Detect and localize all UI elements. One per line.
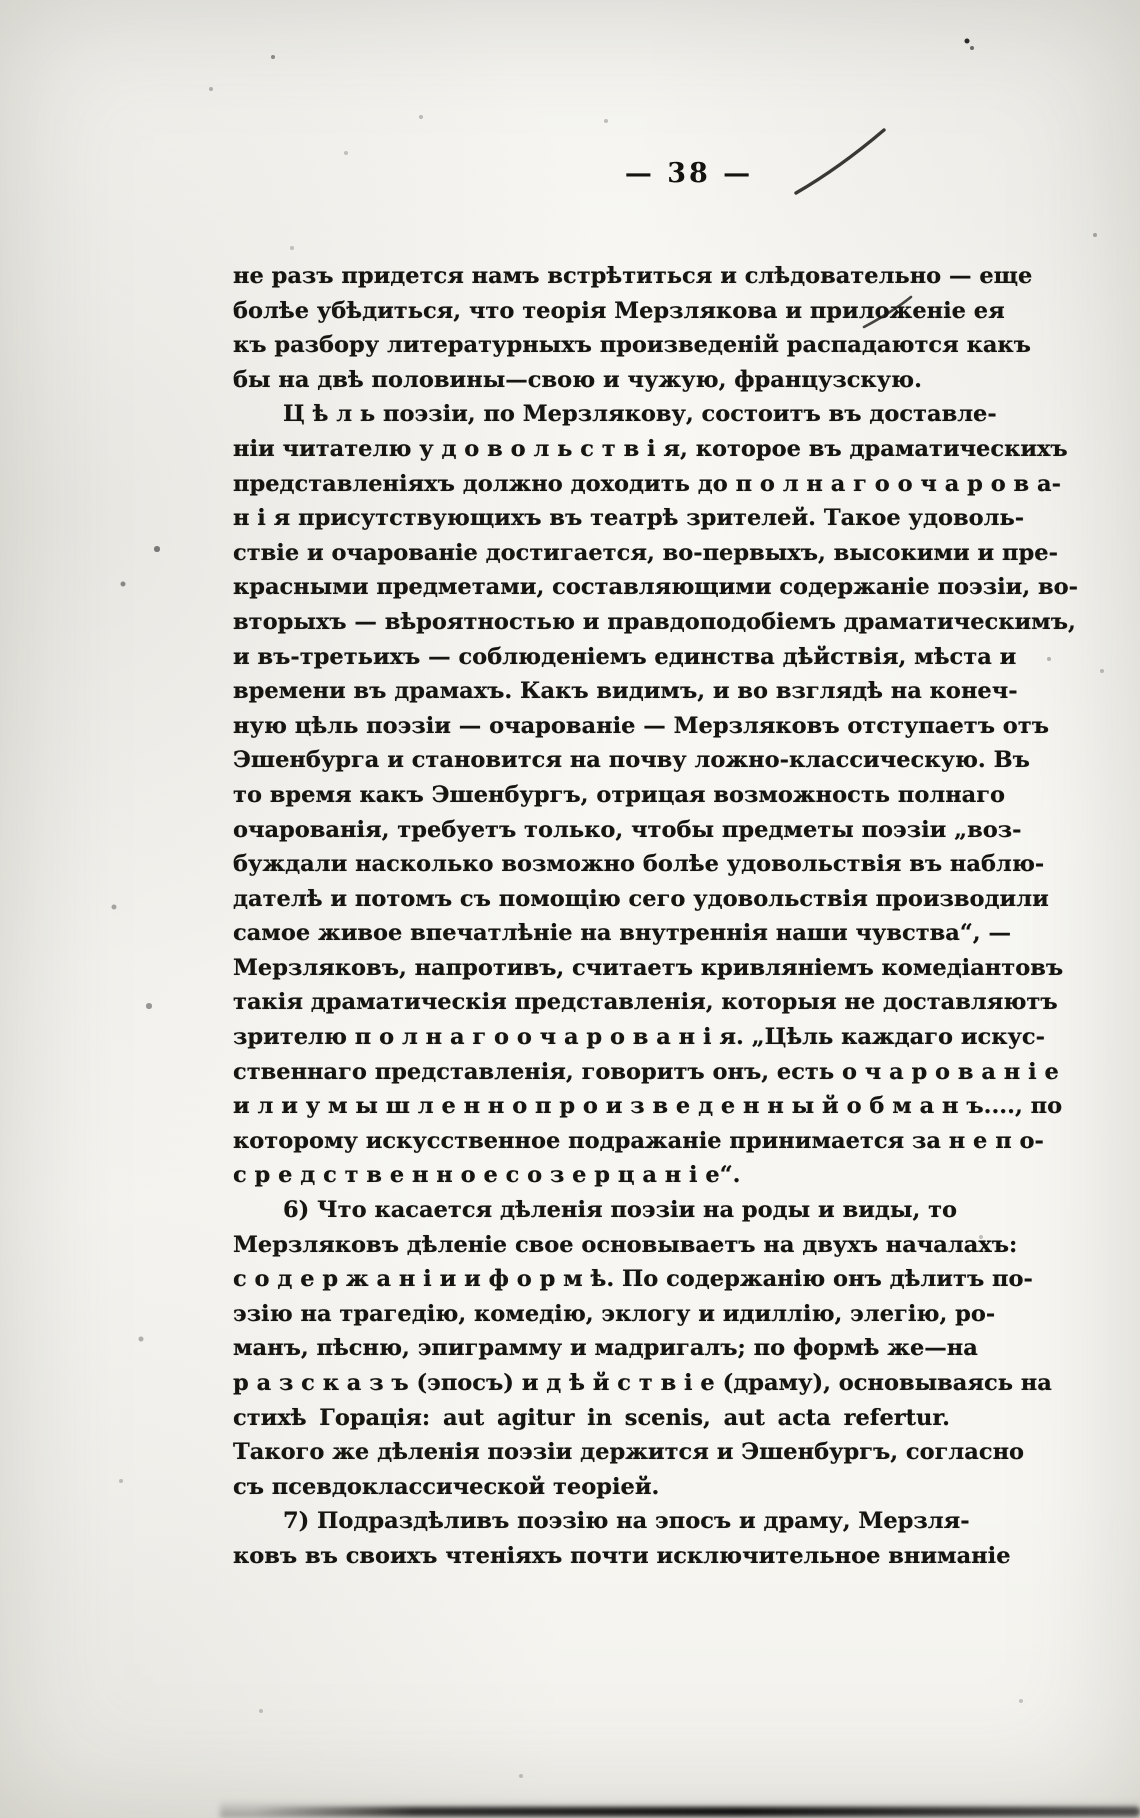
text-line: буждали насколько возможно болѣе удовольствія въ наблю- [233,851,1045,878]
text-line: эзію на трагедію, комедію, эклогу и идиллію, элегію, ро- [233,1300,996,1327]
text-line: Мерзляковъ дѣленіе свое основываетъ на двухъ началахъ: [233,1231,1018,1258]
text-line: самое живое впечатлѣніе на внутреннія наши чувства“, — [233,920,1011,947]
page-number: — 38 — [624,158,754,189]
text-line: ную цѣль поэзіи — очарованіе — Мерзляковъ отступаетъ отъ [233,712,1050,739]
text-line: которому искусственное подражаніе принимается за н е п о- [233,1127,1044,1154]
text-line: стихѣ Горація: aut agitur in scenis, aut acta refertur. [233,1404,950,1431]
text-line: манъ, пѣсню, эпиграмму и мадригалъ; по формѣ же—на [233,1335,978,1362]
text-line: и въ-третьихъ — соблюденіемъ единства дѣйствія, мѣста и [233,643,1017,670]
text-line: н і я присутствующихъ въ театрѣ зрителей. Такое удоволь- [233,505,1025,532]
text-line: очарованія, требуетъ только, чтобы предметы поэзіи „воз- [233,816,1022,843]
text-line: дателѣ и потомъ съ помощію сего удовольствія производили [233,885,1049,912]
text-line: 7) Подраздѣливъ поэзію на эпосъ и драму, Мерзля- [283,1508,970,1535]
text-line: времени въ драмахъ. Какъ видимъ, и во взглядѣ на конеч- [233,678,1018,705]
text-line: ніи читателю у д о в о л ь с т в і я, которое въ драматическихъ [233,435,1068,462]
text-line: Эшенбурга и становится на почву ложно-классическую. Въ [233,747,1030,774]
text-line: с р е д с т в е н н о е с о з е р ц а н і е“. [233,1162,741,1189]
text-line: такія драматическія представленія, которыя не доставляютъ [233,989,1058,1016]
text-line: 6) Что касается дѣленія поэзіи на роды и виды, то [283,1197,958,1224]
dust-specks [0,0,2,2]
text-line: красными предметами, составляющими содержаніе поэзіи, во- [233,574,1078,601]
text-line: с о д е р ж а н і и и ф о р м ѣ. По содержанію онъ дѣлитъ по- [233,1266,1033,1293]
text-line: и л и у м ы ш л е н н о п р о и з в е д е н н ы й о б м а н ъ...., по [233,1093,1063,1120]
page-text [233,259,1078,1574]
text-line: ковъ въ своихъ чтеніяхъ почти исключительное вниманіе [233,1542,1011,1569]
text-line: представленіяхъ должно доходить до п о л н а г о о ч а р о в а- [233,470,1061,497]
text-line: болѣе убѣдиться, что теорія Мерзлякова и приложеніе ея [233,297,1005,324]
scan-edge-shadow-soft [220,1800,1140,1818]
text-line: зрителю п о л н а г о о ч а р о в а н і я. „Цѣль каждаго искус- [233,1024,1045,1051]
text-line: Мерзляковъ, напротивъ, считаетъ кривляніемъ комедіантовъ [233,954,1064,981]
text-line: р а з с к а з ъ (эпосъ) и д ѣ й с т в і е (драму), основываясь на [233,1370,1052,1396]
text-line: бы на двѣ половины—свою и чужую, французскую. [233,366,922,393]
text-line: не разъ придется намъ встрѣтиться и слѣдовательно — еще [233,263,1033,289]
text-line: ственнаго представленія, говоритъ онъ, есть о ч а р о в а н і е [233,1058,1059,1085]
text-line: Такого же дѣленія поэзіи держится и Эшенбургъ, согласно [233,1439,1025,1466]
text-line: то время какъ Эшенбургъ, отрицая возможность полнаго [233,781,1006,808]
text-line: Ц ѣ л ь поэзіи, по Мерзлякову, состоитъ въ доставле- [283,401,997,428]
text-line: съ псевдоклассической теоріей. [233,1473,660,1500]
scan-edge-shadow [255,1807,1140,1816]
pen-slash-top [796,130,884,193]
text-line: вторыхъ — вѣроятностью и правдоподобіемъ драматическимъ, [233,608,1076,635]
text-line: къ разбору литературныхъ произведеній распадаются какъ [233,332,1031,359]
text-line: ствіе и очарованіе достигается, во-первыхъ, высокими и пре- [233,539,1058,566]
